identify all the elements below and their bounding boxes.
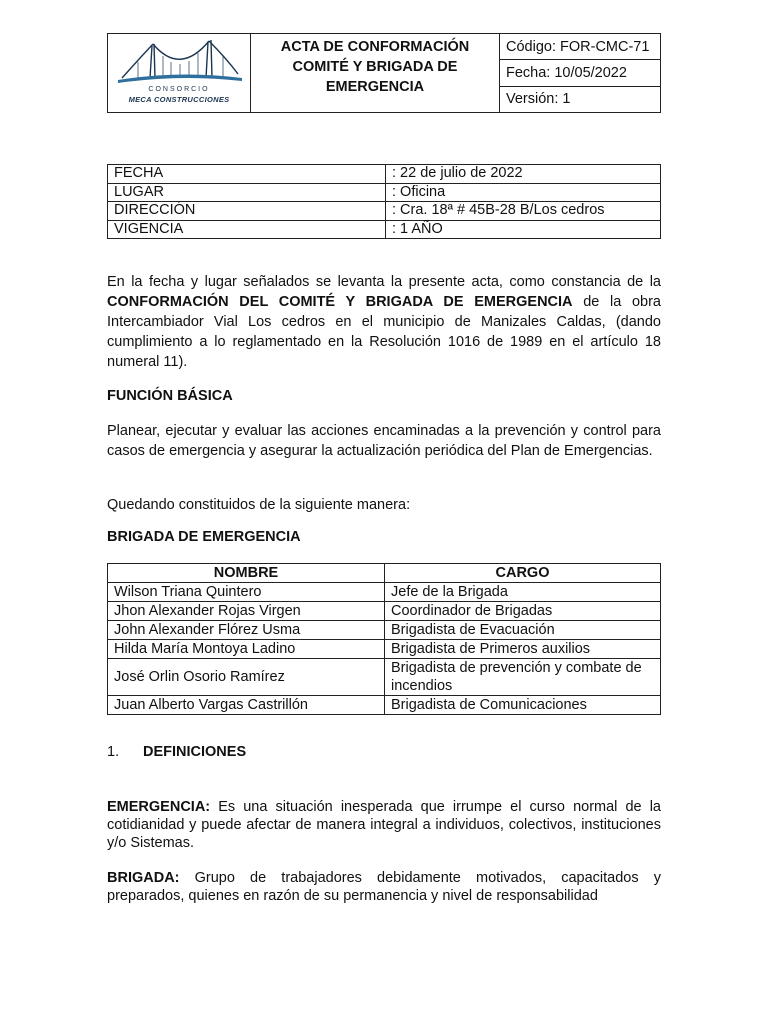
- definiciones-heading: [107, 744, 246, 760]
- member-name: Wilson Triana Quintero: [108, 583, 385, 602]
- member-name: José Orlin Osorio Ramírez: [108, 659, 385, 696]
- member-name: Hilda María Montoya Ladino: [108, 640, 385, 659]
- document-code: Código: FOR-CMC-71: [500, 34, 660, 60]
- member-role: Brigadista de prevención y combate de incendios: [385, 659, 661, 696]
- table-row: [108, 621, 661, 640]
- table-row: [108, 696, 661, 715]
- table-row: [108, 220, 661, 239]
- meeting-info-table: [107, 164, 661, 239]
- member-role: Jefe de la Brigada: [385, 583, 661, 602]
- member-role: Brigadista de Comunicaciones: [385, 696, 661, 715]
- funcion-heading: FUNCIÓN BÁSICA: [107, 388, 233, 404]
- intro-bold-text: CONFORMACIÓN DEL COMITÉ Y BRIGADA DE EMERGENCIA: [107, 294, 573, 310]
- table-row: [108, 583, 661, 602]
- column-header-nombre: NOMBRE: [108, 564, 385, 583]
- table-header-row: [108, 564, 661, 583]
- title-line: ACTA DE CONFORMACIÓN: [280, 39, 470, 55]
- title-line: EMERGENCIA: [325, 79, 425, 95]
- definition-emergencia: [107, 798, 661, 852]
- section-title: DEFINICIONES: [143, 744, 247, 760]
- table-row: [108, 202, 661, 221]
- table-row: [108, 602, 661, 621]
- info-label: LUGAR: [108, 183, 386, 202]
- funcion-paragraph: Planear, ejecutar y evaluar las acciones encaminadas a la prevención y control para casos de emergencia y asegurar la actualización periódica del Plan de Emergencias.: [107, 423, 661, 459]
- definition-term: EMERGENCIA:: [107, 799, 211, 815]
- section-number: 1.: [107, 744, 120, 760]
- info-label: FECHA: [108, 165, 386, 184]
- member-role: Coordinador de Brigadas: [385, 602, 661, 621]
- table-row: [108, 640, 661, 659]
- member-name: Juan Alberto Vargas Castrillón: [108, 696, 385, 715]
- document-header: [107, 33, 661, 113]
- intro-text-end: de la obra Intercambiador Vial Los cedros en el municipio de Manizales Caldas, (dando cumplimiento a lo reglamentado en la Resolución 1016 de 1989 en el artículo 18 numeral 11).: [107, 294, 661, 370]
- document-version: Versión: 1: [506, 91, 571, 108]
- quedando-text: Quedando constituidos de la siguiente manera:: [107, 497, 411, 513]
- info-value: : Oficina: [386, 183, 661, 202]
- company-logo: [108, 34, 251, 112]
- column-header-cargo: CARGO: [385, 564, 661, 583]
- document-date: Fecha: 10/05/2022: [500, 60, 660, 86]
- info-label: VIGENCIA: [108, 220, 386, 239]
- intro-paragraph: [107, 272, 661, 372]
- title-line: COMITÉ Y BRIGADA DE: [292, 59, 458, 75]
- table-row: [108, 165, 661, 184]
- document-title: [251, 34, 500, 112]
- definition-text: Grupo de trabajadores debidamente motivados, capacitados y preparados, quienes en razón de su permanencia y nivel de responsabilidad: [107, 870, 661, 904]
- definition-term: BRIGADA:: [107, 870, 180, 886]
- table-row: [108, 183, 661, 202]
- document-metadata: [500, 34, 660, 112]
- bridge-logo-icon: [108, 34, 250, 94]
- definition-text: Es una situación inesperada que irrumpe el curso normal de la cotidianidad y puede afectar de manera integral a individuos, colectivos, instituciones y/o Sistemas.: [107, 799, 661, 851]
- member-role: Brigadista de Primeros auxilios: [385, 640, 661, 659]
- info-label: DIRECCIÓN: [108, 202, 386, 221]
- table-row: [108, 659, 661, 696]
- definition-brigada: [107, 869, 661, 905]
- member-name: Jhon Alexander Rojas Virgen: [108, 602, 385, 621]
- logo-caption-brand: MECA CONSTRUCCIONES: [128, 95, 230, 104]
- info-value: : 1 AÑO: [386, 220, 661, 239]
- member-name: John Alexander Flórez Usma: [108, 621, 385, 640]
- logo-caption-top: CONSORCIO: [148, 86, 210, 93]
- member-role: Brigadista de Evacuación: [385, 621, 661, 640]
- brigade-table: [107, 563, 661, 715]
- info-value: : Cra. 18ª # 45B-28 B/Los cedros: [386, 202, 661, 221]
- brigada-heading: BRIGADA DE EMERGENCIA: [107, 529, 301, 545]
- info-value: : 22 de julio de 2022: [386, 165, 661, 184]
- intro-text: En la fecha y lugar señalados se levanta la presente acta, como constancia de la: [107, 274, 661, 290]
